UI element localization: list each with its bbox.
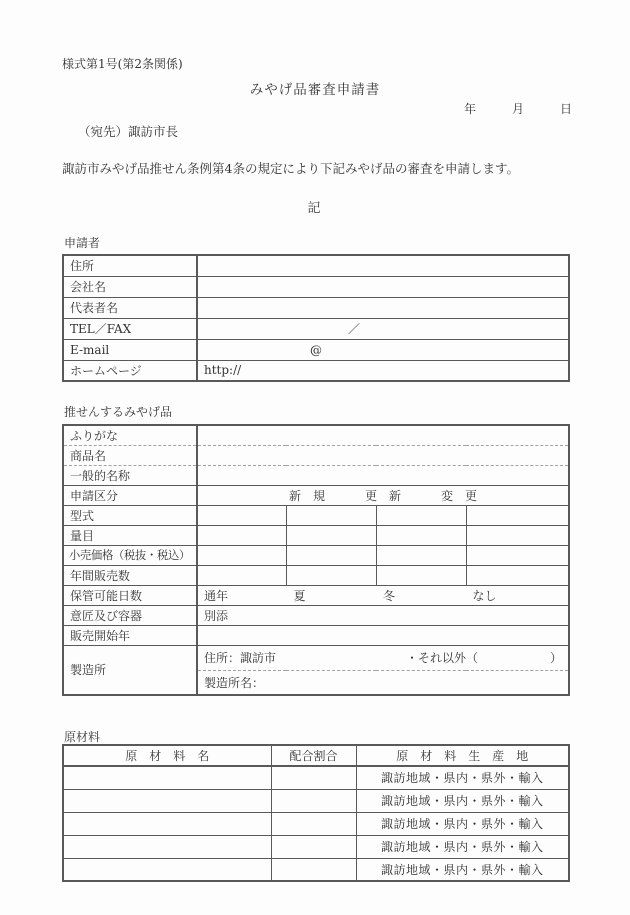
material-name-field[interactable] — [63, 835, 271, 858]
option-new[interactable]: 新 規 — [288, 488, 325, 503]
representative-field[interactable] — [197, 297, 569, 318]
design-field: 別添 — [197, 605, 569, 625]
design-row — [63, 605, 569, 625]
factory-name-field[interactable]: 製造所名： — [197, 670, 569, 695]
address-row — [63, 255, 569, 276]
price-row — [63, 545, 569, 565]
factory-address-prefix: 住所：諏訪市 — [204, 651, 277, 665]
annual-sales-field-1[interactable] — [197, 565, 286, 585]
model-label: 型式 — [63, 505, 197, 525]
quantity-field-1[interactable] — [197, 525, 286, 545]
factory-address-row — [63, 645, 569, 670]
furigana-label: ふりがな — [63, 425, 197, 445]
generic-name-row — [63, 465, 569, 485]
date-field[interactable]: 年 月 日 — [463, 102, 572, 116]
model-field-2[interactable] — [286, 505, 376, 525]
origin-options[interactable]: 諏訪地域・県内・県外・輸入 — [356, 789, 569, 812]
applicant-caption: 申請者 — [64, 236, 101, 250]
material-row-5 — [63, 858, 569, 881]
application-type-row — [63, 485, 569, 505]
record-mark: 記 — [307, 201, 323, 216]
quantity-row — [63, 525, 569, 545]
form-number: 様式第1号(第2条関係) — [62, 57, 183, 71]
origin-header: 原 材 料 生 産 地 — [356, 745, 569, 766]
design-label: 意匠及び容器 — [63, 605, 197, 625]
material-name-field[interactable] — [63, 766, 271, 789]
homepage-field[interactable]: http:// — [197, 360, 569, 381]
quantity-field-3[interactable] — [376, 525, 466, 545]
applicant-table — [62, 254, 570, 382]
material-name-field[interactable] — [63, 812, 271, 835]
factory-label: 製造所 — [63, 645, 197, 695]
homepage-label: ホームページ — [63, 360, 197, 381]
addressee-line: （宛先）諏訪市長 — [78, 124, 179, 139]
tel-fax-label: TEL／FAX — [63, 318, 197, 339]
souvenir-table — [62, 424, 570, 696]
factory-address-other[interactable]: ・それ以外（ ） — [405, 651, 562, 665]
price-field-3[interactable] — [376, 545, 466, 565]
material-name-field[interactable] — [63, 858, 271, 881]
ratio-field[interactable] — [271, 858, 356, 881]
material-row-1 — [63, 766, 569, 789]
price-field-1[interactable] — [197, 545, 286, 565]
generic-name-label: 一般的名称 — [63, 465, 197, 485]
furigana-field[interactable] — [197, 425, 569, 445]
model-field-3[interactable] — [376, 505, 466, 525]
company-name-label: 会社名 — [63, 276, 197, 297]
material-row-4 — [63, 835, 569, 858]
ratio-header: 配合割合 — [271, 745, 356, 766]
quantity-field-2[interactable] — [286, 525, 376, 545]
product-name-row — [63, 445, 569, 465]
email-field[interactable]: @ — [197, 339, 569, 360]
material-name-header: 原 材 料 名 — [63, 745, 271, 766]
application-type-field — [197, 485, 569, 505]
material-name-field[interactable] — [63, 789, 271, 812]
address-field[interactable] — [197, 255, 569, 276]
generic-name-field[interactable] — [197, 465, 569, 485]
representative-row — [63, 297, 569, 318]
ratio-field[interactable] — [271, 789, 356, 812]
option-change[interactable]: 変 更 — [441, 488, 478, 503]
annual-sales-label: 年間販売数 — [63, 565, 197, 585]
ratio-field[interactable] — [271, 812, 356, 835]
tel-fax-row — [63, 318, 569, 339]
product-name-label: 商品名 — [63, 445, 197, 465]
sales-start-row — [63, 625, 569, 645]
address-label: 住所 — [63, 255, 197, 276]
price-label: 小売価格（税抜・税込） — [63, 545, 197, 565]
origin-options[interactable]: 諏訪地域・県内・県外・輸入 — [356, 835, 569, 858]
quantity-label: 量目 — [63, 525, 197, 545]
model-row — [63, 505, 569, 525]
company-name-field[interactable] — [197, 276, 569, 297]
origin-options[interactable]: 諏訪地域・県内・県外・輸入 — [356, 858, 569, 881]
materials-caption: 原材料 — [64, 730, 101, 744]
storage-option-winter[interactable]: 冬 — [383, 588, 396, 603]
model-field-1[interactable] — [197, 505, 286, 525]
tel-fax-field[interactable]: ／ — [197, 318, 569, 339]
storage-option-yearround[interactable]: 通年 — [204, 588, 229, 603]
storage-option-none[interactable]: なし — [472, 588, 497, 603]
price-field-4[interactable] — [466, 545, 569, 565]
storage-field — [197, 585, 569, 605]
furigana-row — [63, 425, 569, 445]
quantity-field-4[interactable] — [466, 525, 569, 545]
price-field-2[interactable] — [286, 545, 376, 565]
storage-label: 保管可能日数 — [63, 585, 197, 605]
origin-options[interactable]: 諏訪地域・県内・県外・輸入 — [356, 766, 569, 789]
ratio-field[interactable] — [271, 835, 356, 858]
sales-start-label: 販売開始年 — [63, 625, 197, 645]
origin-options[interactable]: 諏訪地域・県内・県外・輸入 — [356, 812, 569, 835]
souvenir-caption: 推せんするみやげ品 — [64, 405, 173, 419]
intro-text: 諏訪市みやげ品推せん条例第4条の規定により下記みやげ品の審査を申請します。 — [62, 161, 519, 176]
material-row-2 — [63, 789, 569, 812]
annual-sales-field-2[interactable] — [286, 565, 376, 585]
annual-sales-row — [63, 565, 569, 585]
model-field-4[interactable] — [466, 505, 569, 525]
page-title: みやげ品審査申請書 — [249, 82, 381, 98]
storage-row — [63, 585, 569, 605]
annual-sales-field-3[interactable] — [376, 565, 466, 585]
sales-start-field[interactable] — [197, 625, 569, 645]
application-type-label: 申請区分 — [63, 485, 197, 505]
annual-sales-field-4[interactable] — [466, 565, 569, 585]
storage-option-summer[interactable]: 夏 — [293, 588, 306, 603]
materials-header-row — [63, 745, 569, 766]
homepage-row — [63, 360, 569, 381]
email-label: E-mail — [63, 339, 197, 360]
materials-table — [62, 744, 570, 882]
ratio-field[interactable] — [271, 766, 356, 789]
email-row — [63, 339, 569, 360]
product-name-field[interactable] — [197, 445, 569, 465]
option-renewal[interactable]: 更 新 — [364, 488, 401, 503]
factory-address-field[interactable] — [197, 645, 569, 670]
representative-label: 代表者名 — [63, 297, 197, 318]
company-name-row — [63, 276, 569, 297]
material-row-3 — [63, 812, 569, 835]
